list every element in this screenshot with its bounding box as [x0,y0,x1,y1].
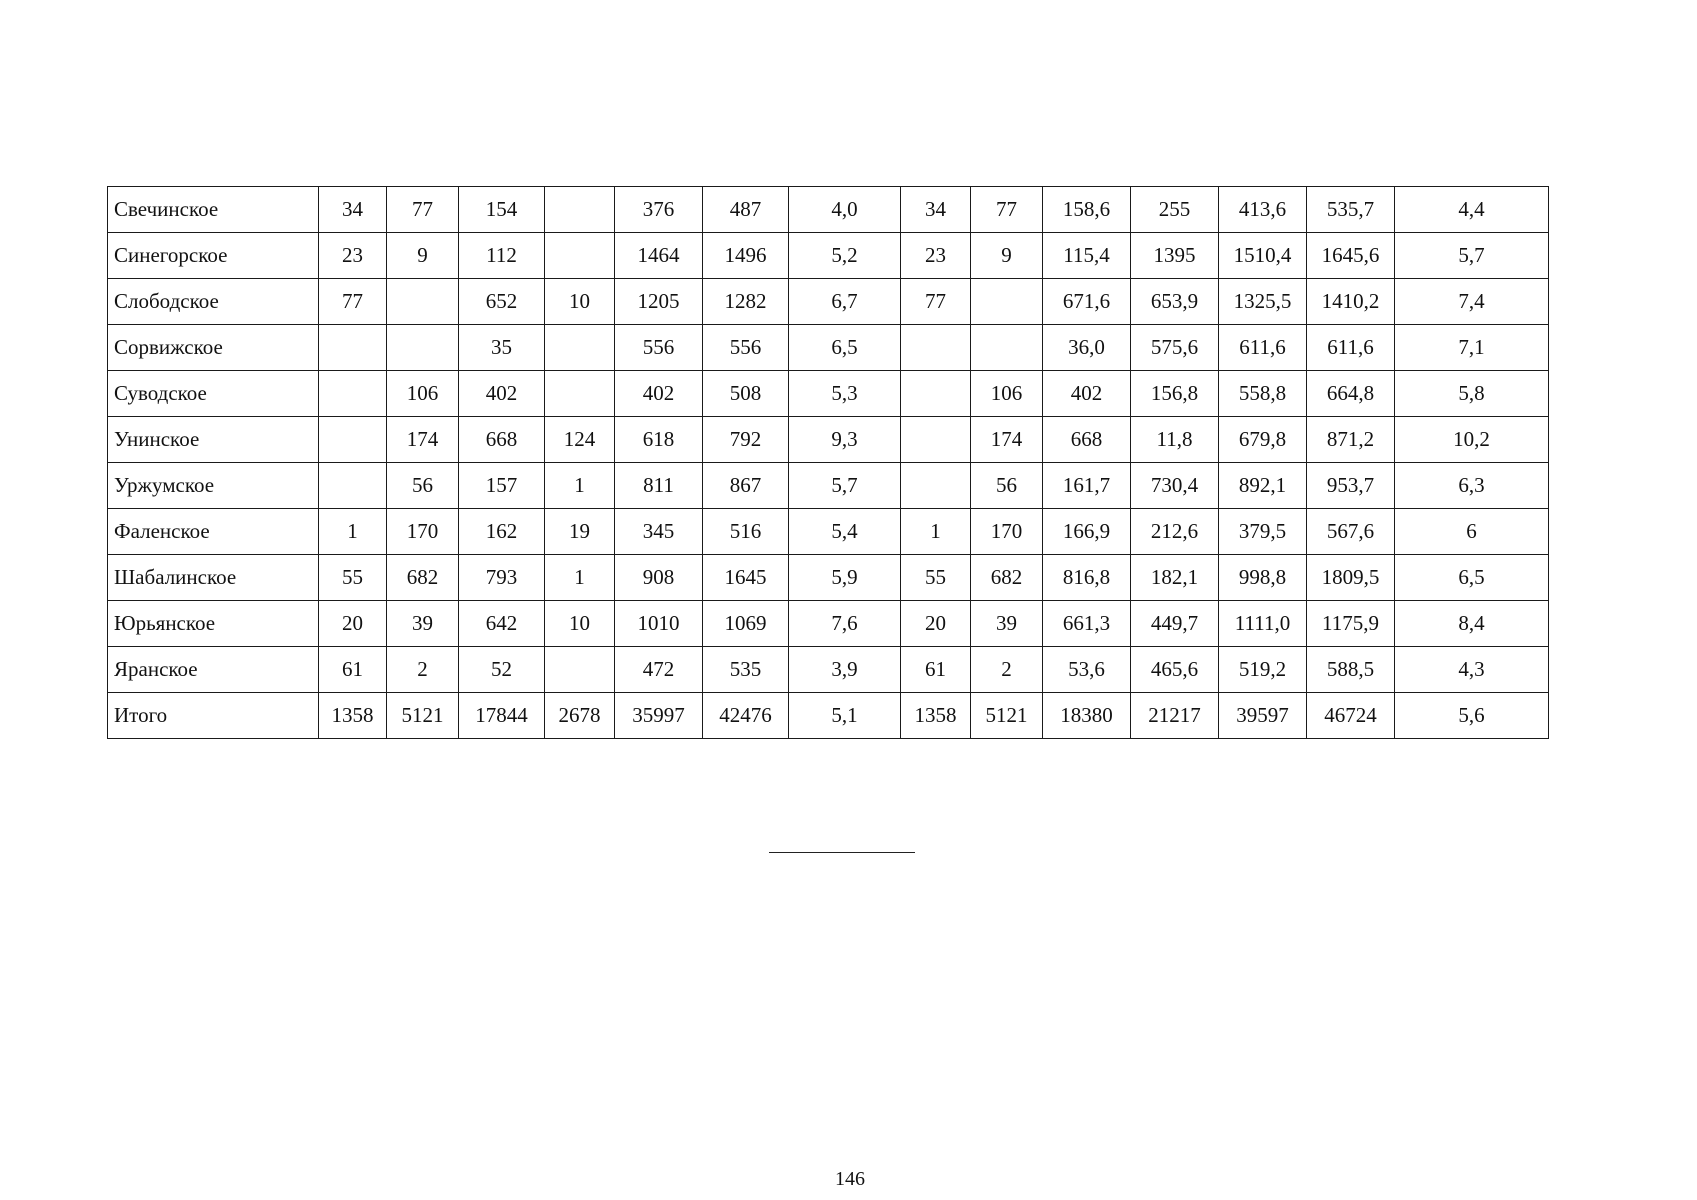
table-cell: 212,6 [1131,509,1219,555]
table-cell: 182,1 [1131,555,1219,601]
table-cell: 1 [319,509,387,555]
row-name-cell: Шабалинское [108,555,319,601]
table-cell [545,233,615,279]
table-cell: 112 [459,233,545,279]
table-cell: 77 [971,187,1043,233]
table-cell: 953,7 [1307,463,1395,509]
table-cell: 5,1 [789,693,901,739]
table-cell: 61 [319,647,387,693]
table-cell: 1 [545,463,615,509]
table-cell: 556 [615,325,703,371]
table-cell: 20 [319,601,387,647]
table-cell: 7,1 [1395,325,1549,371]
table-cell: 5,2 [789,233,901,279]
table-cell: 5,7 [789,463,901,509]
table-row [108,647,1549,693]
table-cell: 1069 [703,601,789,647]
row-name-cell: Синегорское [108,233,319,279]
table-cell: 535,7 [1307,187,1395,233]
table-cell: 34 [319,187,387,233]
table-cell: 871,2 [1307,417,1395,463]
table-cell: 1809,5 [1307,555,1395,601]
row-name-cell: Уржумское [108,463,319,509]
table-cell: 508 [703,371,789,417]
table-cell: 1395 [1131,233,1219,279]
table-cell: 23 [901,233,971,279]
table-cell: 516 [703,509,789,555]
table-cell: 5121 [971,693,1043,739]
table-cell: 9,3 [789,417,901,463]
table-cell: 998,8 [1219,555,1307,601]
statistics-table [107,186,1549,739]
table-cell: 8,4 [1395,601,1549,647]
table-cell [545,647,615,693]
table-cell: 618 [615,417,703,463]
table-cell: 106 [971,371,1043,417]
table-cell: 4,3 [1395,647,1549,693]
table-cell: 811 [615,463,703,509]
table-cell: 115,4 [1043,233,1131,279]
table-cell: 567,6 [1307,509,1395,555]
table-row [108,601,1549,647]
table-cell [319,417,387,463]
row-name-cell: Сорвижское [108,325,319,371]
table-cell: 668 [459,417,545,463]
table-cell: 682 [971,555,1043,601]
row-name-cell: Унинское [108,417,319,463]
table-cell: 376 [615,187,703,233]
table-row [108,555,1549,601]
table-cell: 39 [971,601,1043,647]
table-cell: 55 [319,555,387,601]
table-cell: 5,8 [1395,371,1549,417]
table-row [108,325,1549,371]
table-cell: 36,0 [1043,325,1131,371]
table-cell: 465,6 [1131,647,1219,693]
table-cell: 7,4 [1395,279,1549,325]
table-cell: 10 [545,279,615,325]
table-cell: 7,6 [789,601,901,647]
table-cell: 5,7 [1395,233,1549,279]
table-cell: 170 [387,509,459,555]
table-cell: 908 [615,555,703,601]
table-cell: 664,8 [1307,371,1395,417]
table-cell [901,371,971,417]
table-cell: 1358 [901,693,971,739]
table-cell: 3,9 [789,647,901,693]
table-cell: 162 [459,509,545,555]
table-row [108,509,1549,555]
table-cell: 652 [459,279,545,325]
row-name-cell: Юрьянское [108,601,319,647]
table-cell: 556 [703,325,789,371]
table-cell: 5,9 [789,555,901,601]
table-cell: 6,5 [789,325,901,371]
table-cell: 35 [459,325,545,371]
table-cell: 156,8 [1131,371,1219,417]
table-cell: 5121 [387,693,459,739]
table-cell: 77 [901,279,971,325]
table-cell: 9 [971,233,1043,279]
table-cell: 77 [319,279,387,325]
end-of-table-rule [769,852,915,853]
table-cell [387,279,459,325]
table-cell: 170 [971,509,1043,555]
table-cell: 154 [459,187,545,233]
table-cell: 730,4 [1131,463,1219,509]
row-name-cell: Фаленское [108,509,319,555]
table-cell: 1410,2 [1307,279,1395,325]
table-cell: 642 [459,601,545,647]
table-cell: 174 [971,417,1043,463]
table-cell: 4,0 [789,187,901,233]
table-cell: 892,1 [1219,463,1307,509]
table-cell: 2678 [545,693,615,739]
table-cell [545,325,615,371]
row-name-cell: Яранское [108,647,319,693]
table-cell: 653,9 [1131,279,1219,325]
table-cell [901,325,971,371]
table-cell: 1282 [703,279,789,325]
table-cell: 1645 [703,555,789,601]
table-row [108,279,1549,325]
table-cell: 23 [319,233,387,279]
table-cell: 19 [545,509,615,555]
table-cell: 535 [703,647,789,693]
table-cell: 1175,9 [1307,601,1395,647]
table-cell [971,279,1043,325]
table-row [108,233,1549,279]
table-cell: 1325,5 [1219,279,1307,325]
table-cell: 161,7 [1043,463,1131,509]
table-row [108,187,1549,233]
table-cell: 5,6 [1395,693,1549,739]
table-cell [545,187,615,233]
table-cell: 1464 [615,233,703,279]
table-cell: 413,6 [1219,187,1307,233]
table-cell: 174 [387,417,459,463]
table-cell: 9 [387,233,459,279]
table-cell: 472 [615,647,703,693]
table-row [108,693,1549,739]
table-cell: 4,4 [1395,187,1549,233]
table-cell: 34 [901,187,971,233]
table-cell [971,325,1043,371]
table-cell: 21217 [1131,693,1219,739]
table-cell: 588,5 [1307,647,1395,693]
table-cell: 56 [387,463,459,509]
table-cell [319,325,387,371]
table-cell [387,325,459,371]
table-cell: 668 [1043,417,1131,463]
page-number: 146 [835,1168,865,1190]
table-cell: 106 [387,371,459,417]
row-name-cell: Итого [108,693,319,739]
table-cell: 402 [459,371,545,417]
table-cell: 6,5 [1395,555,1549,601]
table-cell: 1496 [703,233,789,279]
table-cell: 61 [901,647,971,693]
table-cell: 679,8 [1219,417,1307,463]
table-cell: 10 [545,601,615,647]
table-cell: 402 [615,371,703,417]
table-cell: 124 [545,417,615,463]
table-cell [901,463,971,509]
table-cell: 611,6 [1219,325,1307,371]
table-cell: 5,3 [789,371,901,417]
table-cell: 6,7 [789,279,901,325]
row-name-cell: Слободское [108,279,319,325]
table-cell: 661,3 [1043,601,1131,647]
table-cell: 17844 [459,693,545,739]
table-cell: 867 [703,463,789,509]
table-body [108,187,1549,739]
table-cell: 77 [387,187,459,233]
table-row [108,371,1549,417]
table-cell: 18380 [1043,693,1131,739]
table-cell: 519,2 [1219,647,1307,693]
table-cell [319,371,387,417]
table-cell: 52 [459,647,545,693]
table-cell: 35997 [615,693,703,739]
row-name-cell: Свечинское [108,187,319,233]
table-cell: 449,7 [1131,601,1219,647]
table-cell: 793 [459,555,545,601]
table-row [108,417,1549,463]
table-cell: 5,4 [789,509,901,555]
table-cell: 345 [615,509,703,555]
table-cell: 792 [703,417,789,463]
table-cell: 46724 [1307,693,1395,739]
table-cell: 671,6 [1043,279,1131,325]
table-cell: 1510,4 [1219,233,1307,279]
table-cell: 1358 [319,693,387,739]
table-cell: 1645,6 [1307,233,1395,279]
table-cell [319,463,387,509]
table-cell: 1 [545,555,615,601]
table-cell: 558,8 [1219,371,1307,417]
table-cell: 10,2 [1395,417,1549,463]
table-cell: 487 [703,187,789,233]
table-cell: 2 [971,647,1043,693]
table-cell: 379,5 [1219,509,1307,555]
table-cell: 1111,0 [1219,601,1307,647]
table-cell: 39 [387,601,459,647]
row-name-cell: Суводское [108,371,319,417]
table-cell: 157 [459,463,545,509]
table-cell: 42476 [703,693,789,739]
table-cell [901,417,971,463]
table-cell: 255 [1131,187,1219,233]
table-cell: 2 [387,647,459,693]
table-cell: 166,9 [1043,509,1131,555]
table-cell: 6,3 [1395,463,1549,509]
table-cell: 158,6 [1043,187,1131,233]
table-cell: 53,6 [1043,647,1131,693]
table-cell: 682 [387,555,459,601]
table-cell: 1205 [615,279,703,325]
table-cell: 402 [1043,371,1131,417]
table-cell: 56 [971,463,1043,509]
table-cell: 575,6 [1131,325,1219,371]
table-cell [545,371,615,417]
table-row [108,463,1549,509]
table-cell: 816,8 [1043,555,1131,601]
table-cell: 55 [901,555,971,601]
table-cell: 1 [901,509,971,555]
table-cell: 6 [1395,509,1549,555]
table-cell: 39597 [1219,693,1307,739]
table-cell: 20 [901,601,971,647]
table-cell: 1010 [615,601,703,647]
table-cell: 611,6 [1307,325,1395,371]
table-cell: 11,8 [1131,417,1219,463]
